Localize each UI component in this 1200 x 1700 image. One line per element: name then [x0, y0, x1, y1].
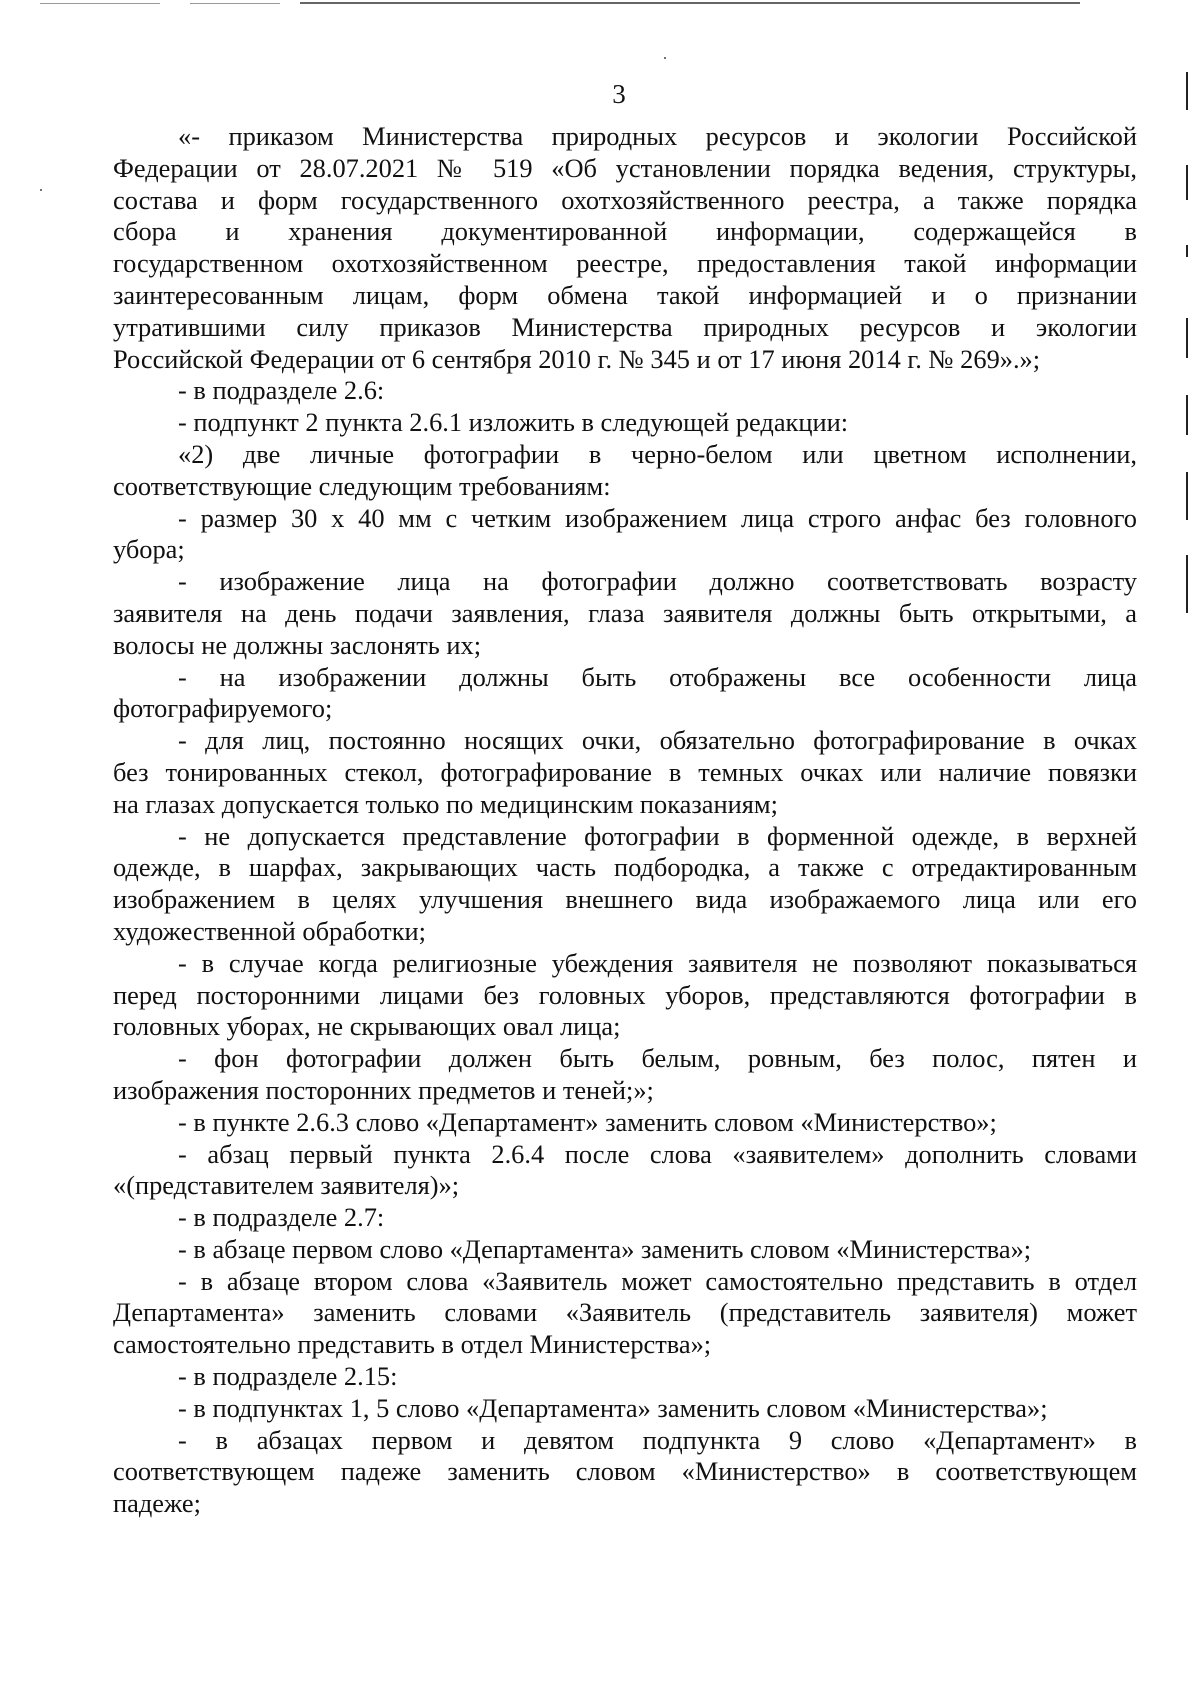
text-line: состава и форм государственного охотхозяйственного реестра, а также порядка: [113, 184, 1137, 215]
text-line: «- приказом Министерства природных ресурсов и экологии Российской: [178, 121, 1137, 151]
text-line: - размер 30 х 40 мм с четким изображением лица строго анфас без головного: [178, 502, 1137, 533]
text-line: соответствующем падеже заменить словом «Министерство» в соответствующем: [113, 1456, 1137, 1487]
paragraph: [113, 821, 1137, 948]
text-line: - в абзацах первом и девятом подпункта 9 слово «Департамент» в: [178, 1424, 1137, 1455]
text-line: государственном охотхозяйственном реестре, предоставления такой информации: [113, 248, 1137, 279]
text-line: - не допускается представление фотографии в форменной одежде, в верхней: [178, 820, 1137, 851]
text-line: утратившими силу приказов Министерства природных ресурсов и экологии: [113, 311, 1137, 342]
text-line: одежде, в шарфах, закрывающих часть подбородка, а также с отредактированным: [113, 852, 1137, 883]
paragraph: [113, 1107, 1137, 1139]
text-line: - в пункте 2.6.3 слово «Департамент» заменить словом «Министерство»;: [178, 1106, 997, 1137]
page-number: 3: [612, 79, 626, 109]
text-line: - на изображении должны быть отображены все особенности лица: [178, 661, 1137, 692]
text-line: убора;: [113, 534, 185, 565]
text-line: - для лиц, постоянно носящих очки, обязательно фотографирование в очках: [178, 725, 1137, 756]
text-line: «(представителем заявителя)»;: [113, 1170, 460, 1201]
paragraph: [113, 1043, 1137, 1107]
text-line: - в абзаце первом слово «Департамента» заменить словом «Министерства»;: [178, 1233, 1032, 1264]
scan-top-edge-dash: [190, 3, 280, 4]
text-line: - в подразделе 2.6:: [178, 375, 385, 406]
text-line: изображения посторонних предметов и теней;»;: [113, 1074, 654, 1105]
text-line: Федерации от 28.07.2021 № 519 «Об установлении порядка ведения, структуры,: [113, 152, 1137, 183]
text-line: волосы не должны заслонять их;: [113, 629, 482, 660]
text-line: - подпункт 2 пункта 2.6.1 изложить в следующей редакции:: [178, 407, 849, 438]
scan-top-edge-dash: [40, 3, 160, 4]
text-line: головных уборах, не скрывающих овал лица;: [113, 1011, 621, 1042]
scan-speck: [40, 189, 42, 191]
paragraph: [113, 1425, 1137, 1520]
text-line: - в случае когда религиозные убеждения заявителя не позволяют показываться: [178, 947, 1137, 978]
paragraph: [113, 375, 1137, 407]
paragraph: [113, 121, 1137, 375]
text-line: соответствующие следующим требованиям:: [113, 470, 611, 501]
text-line: изображением в целях улучшения внешнего вида изображаемого лица или его: [113, 884, 1137, 915]
scan-right-edge-mark: [1186, 395, 1188, 435]
text-line: - в абзаце втором слова «Заявитель может самостоятельно представить в отдел: [178, 1265, 1137, 1296]
text-line: фотографируемого;: [113, 693, 333, 724]
paragraph: [113, 948, 1137, 1043]
paragraph: [113, 662, 1137, 726]
paragraph: [113, 407, 1137, 439]
text-line: - абзац первый пункта 2.6.4 после слова «заявителем» дополнить словами: [178, 1138, 1137, 1169]
text-line: Российской Федерации от 6 сентября 2010 г. № 345 и от 17 июня 2014 г. № 269».»;: [113, 343, 1041, 374]
paragraph: [113, 1234, 1137, 1266]
text-line: падеже;: [113, 1488, 201, 1519]
text-line: сбора и хранения документированной информации, содержащейся в: [113, 216, 1137, 247]
scan-right-edge-mark: [1186, 318, 1188, 358]
text-line: без тонированных стекол, фотографирование в темных очках или наличие повязки: [113, 756, 1137, 787]
text-line: - фон фотографии должен быть белым, ровным, без полос, пятен и: [178, 1043, 1137, 1074]
scan-right-edge-mark: [1186, 472, 1188, 520]
document-body: [113, 121, 1137, 1520]
text-line: самостоятельно представить в отдел Министерства»;: [113, 1329, 712, 1360]
text-line: Департамента» заменить словами «Заявитель (представитель заявителя) может: [113, 1297, 1137, 1328]
text-line: заинтересованным лицам, форм обмена такой информацией и о признании: [113, 279, 1137, 310]
text-line: заявителя на день подачи заявления, глаза заявителя должны быть открытыми, а: [113, 597, 1137, 628]
paragraph: [113, 439, 1137, 503]
scan-right-edge-mark: [1186, 165, 1188, 200]
paragraph: [113, 1139, 1137, 1203]
text-line: перед посторонними лицами без головных уборов, представляются фотографии в: [113, 979, 1137, 1010]
scan-right-edge-mark: [1186, 555, 1188, 613]
paragraph: [113, 725, 1137, 820]
text-line: художественной обработки;: [113, 915, 426, 946]
text-line: - в подразделе 2.15:: [178, 1361, 398, 1392]
scan-speck: [664, 57, 666, 59]
text-line: - изображение лица на фотографии должно соответствовать возрасту: [178, 566, 1137, 597]
paragraph: [113, 1266, 1137, 1361]
paragraph: [113, 1393, 1137, 1425]
paragraph: [113, 1361, 1137, 1393]
text-line: - в подпунктах 1, 5 слово «Департамента» заменить словом «Министерства»;: [178, 1392, 1048, 1423]
scan-right-edge-mark: [1186, 245, 1188, 257]
text-line: на глазах допускается только по медицинским показаниям;: [113, 788, 778, 819]
paragraph: [113, 503, 1137, 567]
paragraph: [113, 566, 1137, 661]
text-line: «2) две личные фотографии в черно-белом или цветном исполнении,: [178, 438, 1137, 469]
text-line: - в подразделе 2.7:: [178, 1202, 385, 1233]
paragraph: [113, 1202, 1137, 1234]
scan-top-edge-line: [300, 2, 1080, 4]
